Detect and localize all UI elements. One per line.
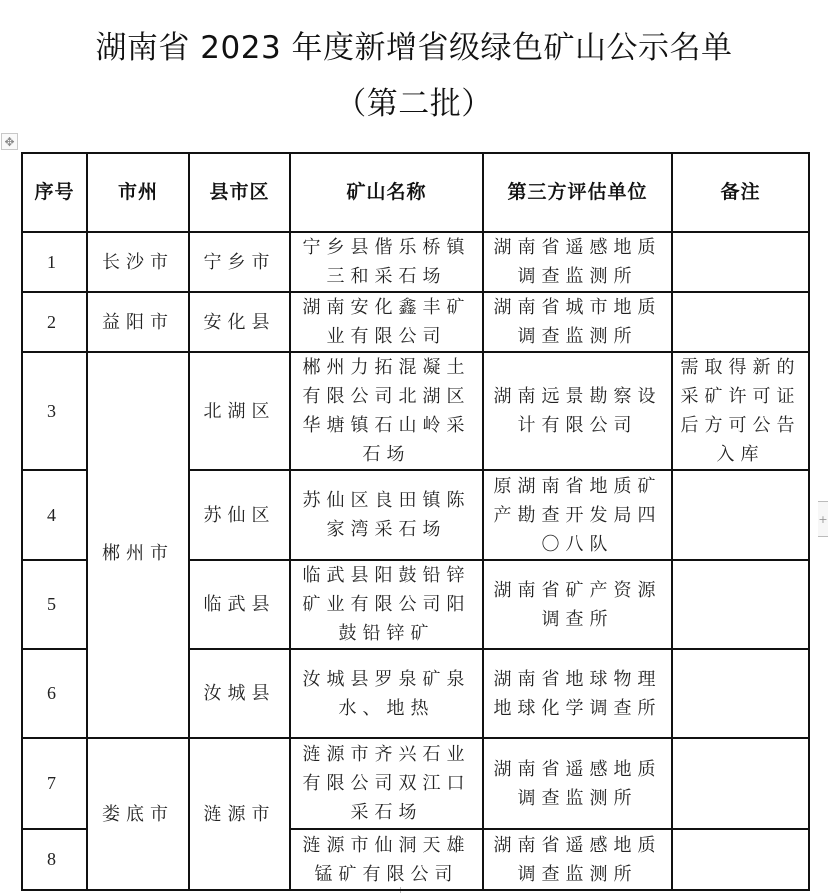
cell-evaluator: 湖南省遥感地质调查监测所 bbox=[483, 232, 672, 292]
cell-remark: 需取得新的采矿许可证后方可公告入库 bbox=[672, 352, 809, 470]
header-mine-name: 矿山名称 bbox=[290, 153, 483, 232]
cell-remark bbox=[672, 560, 809, 649]
cell-index: 7 bbox=[22, 738, 87, 829]
document-title: 湖南省 2023 年度新增省级绿色矿山公示名单 bbox=[95, 30, 733, 66]
cell-remark bbox=[672, 232, 809, 292]
cell-index: 6 bbox=[22, 649, 87, 738]
cell-mine-name: 临武县阳鼓铅锌矿业有限公司阳鼓铅锌矿 bbox=[290, 560, 483, 649]
cell-index: 8 bbox=[22, 829, 87, 890]
cell-remark bbox=[672, 738, 809, 829]
cell-index: 1 bbox=[22, 232, 87, 292]
cell-remark bbox=[672, 470, 809, 560]
table-row bbox=[22, 232, 809, 292]
cell-county: 北湖区 bbox=[189, 352, 290, 470]
table-move-handle-icon[interactable]: ✥ bbox=[1, 133, 18, 150]
cell-evaluator: 湖南省城市地质调查监测所 bbox=[483, 292, 672, 352]
cell-city: 长沙市 bbox=[87, 232, 189, 292]
cell-county: 安化县 bbox=[189, 292, 290, 352]
cell-county: 临武县 bbox=[189, 560, 290, 649]
document-subtitle: （第二批） bbox=[335, 86, 493, 122]
cell-evaluator: 湖南省遥感地质调查监测所 bbox=[483, 829, 672, 890]
cell-mine-name: 涟源市齐兴石业有限公司双江口采石场 bbox=[290, 738, 483, 829]
cell-remark bbox=[672, 292, 809, 352]
cell-index: 5 bbox=[22, 560, 87, 649]
cell-index: 2 bbox=[22, 292, 87, 352]
cell-mine-name: 湖南安化鑫丰矿业有限公司 bbox=[290, 292, 483, 352]
table-add-column-icon[interactable]: + bbox=[818, 501, 828, 537]
cell-city: 益阳市 bbox=[87, 292, 189, 352]
header-evaluator: 第三方评估单位 bbox=[483, 153, 672, 232]
cell-county: 宁乡市 bbox=[189, 232, 290, 292]
table-header-row bbox=[22, 153, 809, 232]
cell-county: 汝城县 bbox=[189, 649, 290, 738]
cell-evaluator: 原湖南省地质矿产勘查开发局四〇八队 bbox=[483, 470, 672, 560]
cell-mine-name: 郴州力拓混凝土有限公司北湖区华塘镇石山岭采石场 bbox=[290, 352, 483, 470]
table-row bbox=[22, 352, 809, 470]
header-index: 序号 bbox=[22, 153, 87, 232]
cell-evaluator: 湖南远景勘察设计有限公司 bbox=[483, 352, 672, 470]
cell-county-merged: 涟源市 bbox=[189, 738, 290, 890]
cell-evaluator: 湖南省遥感地质调查监测所 bbox=[483, 738, 672, 829]
table-row bbox=[22, 738, 809, 829]
cell-city-merged: 娄底市 bbox=[87, 738, 189, 890]
cell-index: 4 bbox=[22, 470, 87, 560]
green-mine-table bbox=[21, 152, 810, 891]
cell-evaluator: 湖南省矿产资源调查所 bbox=[483, 560, 672, 649]
header-county: 县市区 bbox=[189, 153, 290, 232]
cell-mine-name: 汝城县罗泉矿泉水、地热 bbox=[290, 649, 483, 738]
header-remark: 备注 bbox=[672, 153, 809, 232]
cell-city-merged: 郴州市 bbox=[87, 352, 189, 738]
cell-mine-name: 涟源市仙洞天雄锰矿有限公司 bbox=[290, 829, 483, 890]
cell-mine-name: 苏仙区良田镇陈家湾采石场 bbox=[290, 470, 483, 560]
cell-mine-name: 宁乡县偕乐桥镇三和采石场 bbox=[290, 232, 483, 292]
table-row bbox=[22, 292, 809, 352]
cell-remark bbox=[672, 649, 809, 738]
cell-county: 苏仙区 bbox=[189, 470, 290, 560]
cell-index: 3 bbox=[22, 352, 87, 470]
cell-evaluator: 湖南省地球物理地球化学调查所 bbox=[483, 649, 672, 738]
cell-remark bbox=[672, 829, 809, 890]
header-city: 市州 bbox=[87, 153, 189, 232]
